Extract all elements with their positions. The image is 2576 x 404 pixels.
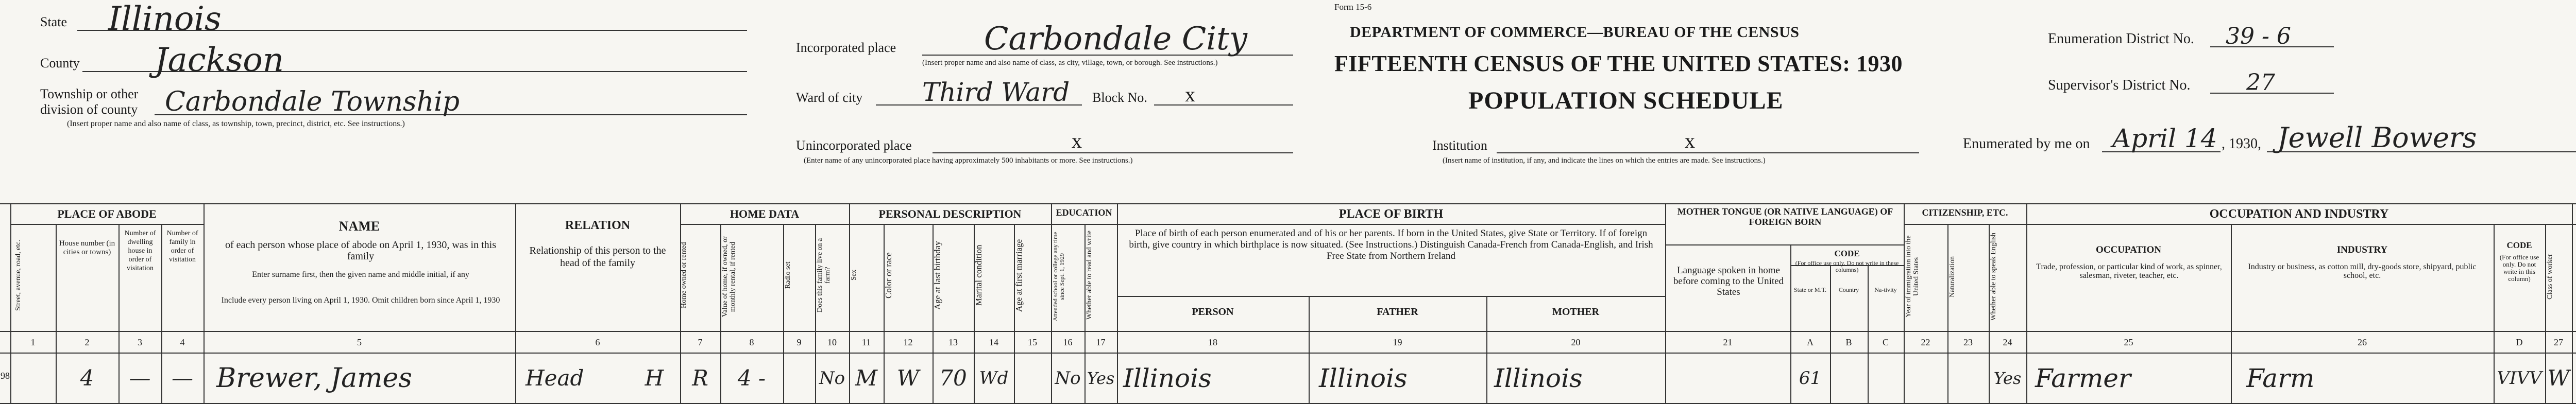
cell-code-d: VIVV xyxy=(2497,368,2542,389)
col-num: 15 xyxy=(1028,337,1037,347)
birth-father-head: FATHER xyxy=(1377,306,1418,318)
township-note: (Insert proper name and also name of class, as township, town, precinct, district, etc. See instructions.) xyxy=(67,119,405,128)
col-at-work xyxy=(2573,293,2576,302)
cell-code-c xyxy=(1868,360,1904,396)
cell-language xyxy=(1665,360,1790,396)
institution-value: x xyxy=(1685,129,1695,152)
col-age: Age at last birthday xyxy=(933,241,942,310)
cell-occupation: Farmer xyxy=(2035,363,2131,393)
cell-sex: M xyxy=(855,365,877,391)
institution-label: Institution xyxy=(1432,138,1487,153)
col-radio: Radio set xyxy=(784,261,792,289)
cell-at-work xyxy=(2572,360,2576,396)
code-note-abc: (For office use only. Do not write in these columns) xyxy=(1795,259,1899,273)
col-marital: Marital condition xyxy=(974,244,984,306)
col-dwelling: Number of dwelling house in order of visitation xyxy=(124,230,156,272)
code-head-abc: CODE xyxy=(1834,249,1860,258)
col-num: 16 xyxy=(1063,337,1073,347)
cell-code-a: 61 xyxy=(1799,368,1822,389)
occupation-desc: Trade, profession, or particular kind of work, as spinner, salesman, riveter, teacher, etc. xyxy=(2036,262,2222,280)
form-number: Form 15-6 xyxy=(1334,2,1372,12)
col-num: 3 xyxy=(138,337,142,347)
enumerator-signature: Jewell Bowers xyxy=(2277,121,2477,154)
col-code-c: Na-tivity xyxy=(1874,286,1897,293)
group-place-of-birth: PLACE OF BIRTH xyxy=(1338,207,1444,221)
group-place-of-abode: PLACE OF ABODE xyxy=(57,207,157,220)
col-num: D xyxy=(2516,337,2523,347)
cell-family: — xyxy=(172,365,193,391)
col-num: 13 xyxy=(948,337,958,347)
census-title: FIFTEENTH CENSUS OF THE UNITED STATES: 1930 xyxy=(1334,51,1903,76)
group-relation: RELATION xyxy=(565,219,631,232)
col-street: Street, avenue, road, etc. xyxy=(14,240,22,311)
col-num: 5 xyxy=(357,337,362,347)
col-family: Number of family in order of visitation xyxy=(166,230,198,264)
name-desc-3: Include every person living on April 1, 1930. Omit children born since April 1, 1930 xyxy=(221,296,500,305)
block-label: Block No. xyxy=(1092,90,1147,105)
ward-label: Ward of city xyxy=(796,90,863,105)
block-value: x xyxy=(1185,83,1195,106)
col-num: 19 xyxy=(1393,337,1402,347)
group-education: EDUCATION xyxy=(1056,207,1112,218)
col-num: A xyxy=(1807,337,1814,347)
cell-naturalization xyxy=(1947,360,1989,396)
cell-industry: Farm xyxy=(2246,363,2315,393)
cell-immigration xyxy=(1904,360,1947,396)
col-num: 1 xyxy=(30,337,36,347)
cell-radio xyxy=(783,360,815,396)
enumerated-label: Enumerated by me on xyxy=(1963,136,2090,152)
county-value: Jackson xyxy=(155,41,284,79)
col-code-a: State or M.T. xyxy=(1793,286,1827,293)
col-home-owned: Home owned or rented xyxy=(680,242,688,309)
group-occupation-industry: OCCUPATION AND INDUSTRY xyxy=(2209,207,2389,221)
col-house-number: House number (in cities or towns) xyxy=(59,239,115,256)
employment-desc xyxy=(2573,227,2576,249)
name-desc-2: Enter surname first, then the given name and middle initial, if any xyxy=(252,270,469,279)
cell-birth-father: Illinois xyxy=(1319,363,1408,393)
cell-color: W xyxy=(896,365,920,391)
col-num: 25 xyxy=(2124,337,2133,347)
cell-owned: R xyxy=(692,365,708,391)
group-citizenship: CITIZENSHIP, ETC. xyxy=(1922,207,2008,218)
supervisor-label: Supervisor's District No. xyxy=(2048,77,2191,93)
col-num: 7 xyxy=(698,337,703,347)
schedule-title: POPULATION SCHEDULE xyxy=(1468,87,1784,114)
col-num: C xyxy=(1882,337,1889,347)
col-num: 21 xyxy=(1723,337,1733,347)
cell-relation-code: H xyxy=(645,365,664,391)
department-heading: DEPARTMENT OF COMMERCE—BUREAU OF THE CENSUS xyxy=(1350,24,1800,41)
cell-birth-mother: Illinois xyxy=(1494,363,1583,393)
col-num: 26 xyxy=(2358,337,2367,347)
cell-marital: Wd xyxy=(979,368,1009,389)
industry-desc: Industry or business, as cotton mill, dry-goods store, shipyard, public school, etc. xyxy=(2248,262,2477,280)
col-num: 22 xyxy=(1921,337,1930,347)
col-num: 23 xyxy=(1963,337,1973,347)
line-number-left: 98 xyxy=(1,371,10,381)
township-label-line2: division of county xyxy=(40,102,138,117)
col-num: 2 xyxy=(84,337,90,347)
birth-person-head: PERSON xyxy=(1192,306,1234,318)
col-num: 18 xyxy=(1208,337,1217,347)
col-num xyxy=(2572,337,2576,348)
relation-desc: Relationship of this person to the head of the family xyxy=(529,245,666,269)
enumerated-date: April 14 xyxy=(2112,124,2217,153)
enumerated-year: , 1930, xyxy=(2222,136,2261,152)
col-age-marriage: Age at first marriage xyxy=(1014,239,1024,312)
col-code-b: Country xyxy=(1838,286,1859,293)
institution-note: (Insert name of institution, if any, and indicate the lines on which the entries are made. See instructions.) xyxy=(1443,156,1766,165)
col-school: Attended school or college any time since Sept. 1, 1929 xyxy=(1052,232,1065,322)
group-mother-tongue: MOTHER TONGUE (OR NATIVE LANGUAGE) OF FOREIGN BORN xyxy=(1677,206,1893,227)
col-class-worker: Class of worker xyxy=(2546,254,2554,300)
unincorporated-note: (Enter name of any unincorporated place having approximately 500 inhabitants or more. See instructions.) xyxy=(804,156,1133,165)
group-name: NAME xyxy=(338,219,380,234)
cell-age: 70 xyxy=(939,365,967,391)
col-num: 27 xyxy=(2554,337,2563,347)
group-employment xyxy=(2572,207,2576,218)
cell-school: No xyxy=(1055,368,1081,389)
ward-value: Third Ward xyxy=(922,77,1070,107)
unincorporated-value: x xyxy=(1072,129,1082,152)
col-num: 14 xyxy=(989,337,998,347)
code-d-head: CODE xyxy=(2506,240,2532,250)
cell-dwelling: — xyxy=(129,365,151,391)
township-label-line1: Township or other xyxy=(40,86,139,101)
col-num: 8 xyxy=(749,337,754,347)
cell-read-write: Yes xyxy=(1087,368,1115,388)
col-farm: Does this family live on a farm? xyxy=(816,238,832,313)
census-table xyxy=(0,203,2576,404)
enum-district-label: Enumeration District No. xyxy=(2048,31,2194,47)
cell-house-number: 4 xyxy=(80,365,94,391)
col-read-write: Whether able to read and write xyxy=(1086,231,1093,320)
col-num: 10 xyxy=(827,337,837,347)
col-immigration: Year of immigration into the United States xyxy=(1905,235,1920,318)
col-num: 17 xyxy=(1096,337,1106,347)
enum-district-value: 39 - 6 xyxy=(2226,23,2291,49)
col-num: 4 xyxy=(180,337,185,347)
cell-class-worker: W xyxy=(2547,365,2570,391)
col-num: 9 xyxy=(796,337,802,347)
col-language: Language spoken in home before coming to the United States xyxy=(1673,265,1784,297)
birth-mother-head: MOTHER xyxy=(1552,306,1600,318)
cell-home-value: 4 - xyxy=(737,365,766,391)
township-value: Carbondale Township xyxy=(165,86,460,117)
col-color: Color or race xyxy=(884,252,893,298)
industry-head: INDUSTRY xyxy=(2336,244,2388,255)
col-speak-english: Whether able to speak English xyxy=(1990,232,1997,321)
cell-farm: No xyxy=(819,368,845,389)
col-num: B xyxy=(1845,337,1852,347)
unincorporated-label: Unincorporated place xyxy=(796,138,912,153)
code-d-note: (For office use only. Do not write in this column) xyxy=(2499,253,2539,283)
col-naturalization: Naturalization xyxy=(1948,256,1956,297)
occupation-head: OCCUPATION xyxy=(2095,244,2162,255)
cell-birth-person: Illinois xyxy=(1123,363,1212,393)
col-num: 24 xyxy=(2003,337,2012,347)
col-sex: Sex xyxy=(850,270,858,281)
incorporated-note: (Insert proper name and also name of class, as city, village, town, or borough. See instructions.) xyxy=(922,59,1218,67)
state-label: State xyxy=(40,14,67,29)
col-num: 6 xyxy=(595,337,600,347)
cell-age-marriage xyxy=(1014,360,1051,396)
col-num: 12 xyxy=(903,337,913,347)
col-num: 20 xyxy=(1571,337,1581,347)
supervisor-value: 27 xyxy=(2246,69,2275,96)
state-value: Illinois xyxy=(108,0,222,38)
county-label: County xyxy=(40,56,80,71)
incorporated-value: Carbondale City xyxy=(984,20,1248,57)
cell-name: Brewer, James xyxy=(216,363,412,394)
cell-code-b xyxy=(1830,360,1868,396)
birth-desc: Place of birth of each person enumerated and of his or her parents. If born in the United States, give State or Territory. If of foreign birth, give country in which birthplace is now situated. (See Instructions.) Distinguish Canada-French from Canada-English, and Irish Free State from Northern Ireland xyxy=(1129,228,1653,261)
group-personal-description: PERSONAL DESCRIPTION xyxy=(878,207,1022,220)
cell-speak-english: Yes xyxy=(1993,368,2022,388)
name-desc-1: of each person whose place of abode on April 1, 1930, was in this family xyxy=(225,239,496,262)
col-num: 11 xyxy=(861,337,871,347)
col-home-value: Value of home, if owned, or monthly rental, if rented xyxy=(721,236,737,317)
group-home-data: HOME DATA xyxy=(730,207,800,220)
incorporated-label: Incorporated place xyxy=(796,40,896,55)
cell-relation: Head xyxy=(526,365,584,391)
